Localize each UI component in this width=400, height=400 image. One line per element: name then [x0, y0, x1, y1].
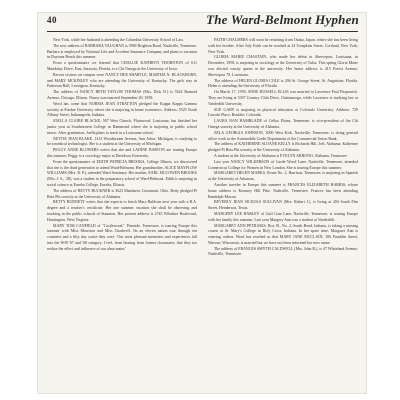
paragraph: MARGARET ANN PETRAKIS, Box 91, No. 2, South Bend, Indiana, is taking a nursing course at St. Mary's College in Holy Cross, Indiana. In her spare time, Margaret Ann is entering rodeos. Word has reached us that MARY JANE MCCLAIN, 106 Franklin Street, Warsaw, Wisconsin, is married but we have not been informed her new name. [208, 222, 358, 245]
header-rule [47, 31, 358, 32]
paragraph: From the questionnaire of EDITH PATRICIA BROOKS, College Illinois, we discovered that she is the third generation to attend Ward-Belmont. Her grandmother, ALICE MAYFLOW WILLIAMS (Mrs. R. P.), attended Ward Seminary. Her mother, EARL MCCOWEN BROOKS (Mrs. J. S., '28), was a student in the preparatory school of Ward-Belmont. Edith is majoring in social science at Eureka College, Eureka, Illinois. [47, 158, 197, 187]
page-number: 40 [47, 15, 57, 25]
left-column [47, 37, 197, 251]
paragraph: MARY TOM CANFIELD of "Castlewood," Pineside, Tennessee, is touring Europe this summer with Miss Morrison and Miss Chadwell. On an eleven nation tour through ten countries and a fifty day cruise they were. 'Our most pleasant memories and experiences fall into the W-B '67 and '68 category. I feel, from hearing from former classmates, that they too realize the effect and influence of our alma mater.' [47, 222, 197, 251]
paragraph: MARGERY LEE HARLEY of Gulf Gate Lane, Nashville, Tennessee, is touring Europe with her family this summer. Last year Margery Ann was a student at Vanderbilt. [208, 210, 358, 222]
paragraph: The address of BETTY BUCKNER is 3623 Mandarin, Cincinnati, Ohio. Betty pledged Pi Beta Phi sorority at the University of Alabama. [47, 187, 197, 199]
paragraph: The new address of BARBARA VAUGHAN is 3969 Brighton Road, Nashville, Tennessee. Barbara is employed by National Life and Accident Insurance Company and plans to vacation in Daytona Beach this summer. [47, 42, 197, 60]
paragraph: SUE GARY is majoring in physical education at Colorado University. Address: 729 Lincoln Place, Boulder, Colorado. [208, 106, 358, 118]
paragraph: New York, while her husband is attending the Columbia University School of Law. [53, 37, 184, 42]
paragraph: The address of NANCY BETH TAYLOR THOMAS (Mrs. Dick D.) is 5324 Barnard Avenue, Chicago, Illinois. Nancy was married September 20, 1958. [47, 89, 197, 100]
paragraph: The address of FRANCES SMYTH CALDWELL (Mrs. John R.), is 47 Whiteland Avenue, Nashville, Tennessee. [208, 245, 358, 257]
paragraph: MARGARET HELEN MARKS, Route No. 2, Harrison, Tennessee, is majoring in Spanish at the University of Arkansas. [208, 170, 358, 182]
paragraph: ZELA GEORGIA JOHNSON, 3000 West Kirk, Nashville, Tennessee, is doing general office work in the Automobile Credit Department of the Commercial Union Bank. [208, 129, 358, 141]
paragraph: Word has come that NORMA JEAN STRATTON pledged the Kappa Kappa Gamma sorority at Purdue University where she is majoring in home economics. Address: 5525 North Albany Street, Indianapolis, Indiana. [47, 100, 197, 118]
paragraph: FAITH CHALMERS will soon be returning from Osaka, Japan, where she has been living with her brother. After July Faith can be reached at 24 Tompkins Street, Cortland, New York, New York. [208, 37, 358, 54]
paragraph: Recent visitors on campus were NANCY DEE SHARTLE, MARTHA N. BLACKBURN, and MARY MCKINLEY who are attending the University of Kentucky. The girls stay in Patterson Hall, Lexington, Kentucky. [47, 71, 197, 89]
paragraph: JOELLA CLAIRE BLACKE, 507 West Church, Plainwood, Louisiana, has finished her junior year at Southeastern College in Hammond where she is majoring in public school music. After graduation, Joella plans to teach in a Louisiana school. [47, 118, 197, 135]
paragraph: On March 17, 1959, ANNE RUSSELL ELLIS was married to Lawrence Paul Fitzpatrick. They are living at 5337 Country Club Drive, Chattanooga, while Lawrence is studying law at Vanderbilt University. [208, 89, 358, 106]
running-title: The Ward-Belmont Hyphen [206, 13, 359, 27]
paragraph: NETTIE JEAN BLAKE, 1413 Woodstream Avenue, Ann Arbor, Michigan, is studying to be a medical technologist. She is a student at the University of Michigan. [47, 135, 197, 147]
paragraph: BETTY BURNETT writes that she expects to finish Mary Baldwin next year with a B.A. degree and a teacher's certificate. Her one summer vacation she shall be observing and teaching in the public schools of Staunton. Her present address is 2745 Wiltshire Boulevard, Huntington, West Virginia. [47, 199, 197, 222]
paragraph: BEVERLY JEAN SICKOLS SULLIVAN (Mrs. Robert J.), is living at 204 South Elm Street, Henderson, Texas. [208, 199, 358, 211]
paragraph: The address of HELEN GLORIA COLE is 206 St. George Street, St. Augustine, Florida. Helen is attending the University of Florida. [208, 77, 358, 89]
paragraph: LAURA NAN HAMBLADE of Cellus Plains, Tennessee, is vice-president of the Chi Omega sorority at the University of Alabama. [208, 118, 358, 129]
paragraph: PEGGY ANNE BLOWERS writes that she and LADINE BARTON are touring Europe this summer. Peggy is a sociology major at Davidson University. [47, 147, 197, 158]
paragraph: The address of KATHERINE SLOANE KELLY is Richards Hill, Jeff, Alabama. Katherine pledged Pi Beta Phi sorority at the University of Alabama. [208, 141, 358, 153]
paragraph: Another traveler in Europe this summer is FRANCES ELIZABETH HARRIS, whose home address is Kearney Hill Pike, Nashville, Tennessee. Frances has been attending Randolph-Macon. [208, 181, 358, 199]
right-column [208, 37, 358, 257]
paragraph: GLORIA MARIE CHASTAIN, who made her debut in Shreveport, Louisiana, in December, 1958, is majoring in sociology at the University of Tulsa. This spring Gloria Marie was elected varsity queen at the university. Her home address is 415 Forest Avenue, Shreveport 78, Louisiana. [208, 54, 358, 77]
paragraph: From a questionnaire we learned that CHALLIE KATHRYN THORNTON of 611 Mandalay Drive, East, Sarasota, Florida, is a Chi Omega at the University of Iowa. [47, 60, 197, 71]
paragraph: A student at the University of Alabama is EVELYN ARBONO, Alabama, Tennessee. [214, 152, 348, 158]
document-page [38, 13, 366, 393]
paragraph: Last year NANCY WILKERSON of Castle Wood Lane, Nashville, Tennessee, attended Connecticut College for Women in New London. She is touring Europe this summer. [208, 158, 358, 170]
page-header [47, 13, 359, 31]
